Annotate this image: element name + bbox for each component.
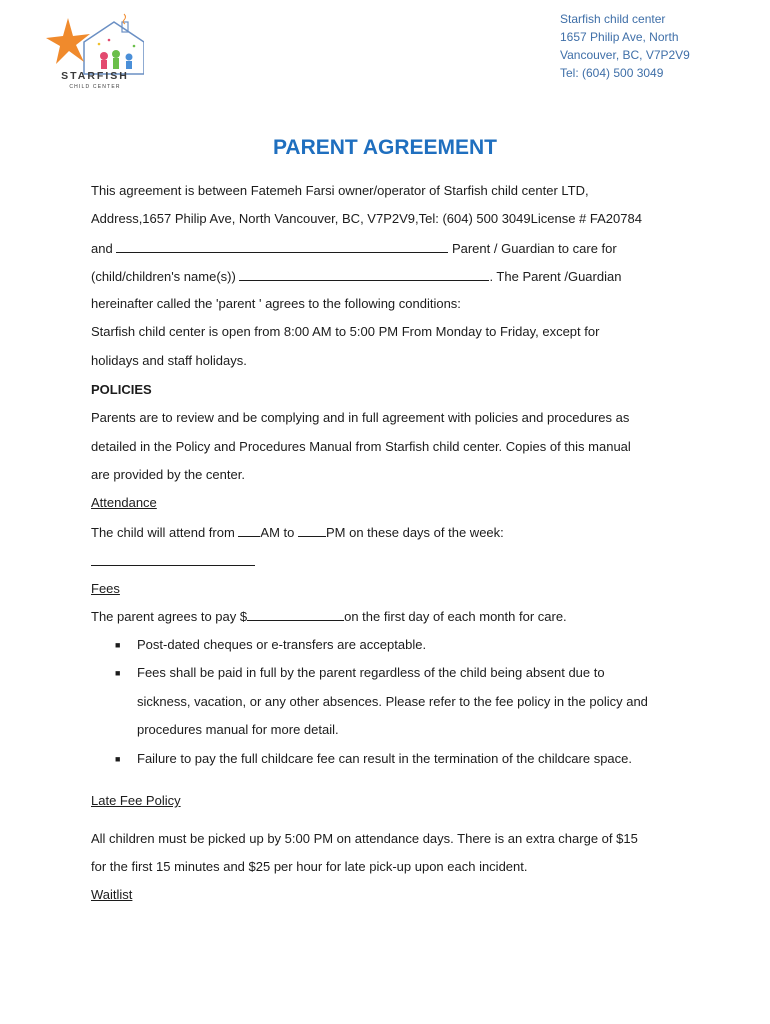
intro-line: Address,1657 Philip Ave, North Vancouver, BC, V7P2V9,Tel: (604) 500 3049License # FA20784 — [91, 211, 642, 226]
attendance-text: The child will attend from — [91, 525, 235, 540]
intro-line: This agreement is between Fatemeh Farsi owner/operator of Starfish child center LTD, — [91, 183, 589, 198]
bullet-icon: ■ — [115, 640, 121, 650]
intro-line: hereinafter called the 'parent ' agrees to the following conditions: — [91, 296, 461, 311]
intro-text: . The Parent /Guardian — [489, 269, 622, 284]
days-line — [91, 553, 255, 569]
fees-bullet-cont: sickness, vacation, or any other absences. Please refer to the fee policy in the policy and — [137, 694, 648, 709]
start-time-blank[interactable] — [238, 524, 260, 537]
attendance-line — [91, 524, 504, 540]
fees-bullet: Fees shall be paid in full by the parent regardless of the child being absent due to — [137, 665, 605, 680]
fees-bullet: Failure to pay the full childcare fee can result in the termination of the childcare space. — [137, 751, 632, 766]
end-time-blank[interactable] — [298, 524, 326, 537]
fees-heading: Fees — [91, 581, 120, 596]
bullet-icon: ■ — [115, 668, 121, 678]
policies-line: detailed in the Policy and Procedures Manual from Starfish child center. Copies of this manual — [91, 439, 631, 454]
fees-text: on the first day of each month for care. — [344, 609, 567, 624]
intro-line: holidays and staff holidays. — [91, 353, 247, 368]
fee-amount-blank[interactable] — [247, 608, 344, 621]
fees-line — [91, 608, 567, 624]
address-line: Vancouver, BC, V7P2V9 — [560, 48, 690, 62]
policies-line: Parents are to review and be complying and in full agreement with policies and procedures as — [91, 410, 630, 425]
attendance-heading: Attendance — [91, 495, 157, 510]
fees-text: The parent agrees to pay $ — [91, 609, 248, 624]
attendance-text: PM on these days of the week: — [326, 525, 504, 540]
address-line: Tel: (604) 500 3049 — [560, 66, 664, 80]
logo-wordmark: STARFISH — [61, 70, 129, 82]
intro-text: (child/children's name(s)) — [91, 269, 236, 284]
policies-heading: POLICIES — [91, 382, 152, 397]
intro-line — [91, 240, 617, 256]
address-line: 1657 Philip Ave, North — [560, 30, 679, 44]
attendance-text: AM to — [260, 525, 295, 540]
address-block — [560, 10, 690, 82]
intro-text: Parent / Guardian to care for — [451, 241, 617, 256]
child-name-blank[interactable] — [239, 268, 489, 281]
late-fee-heading: Late Fee Policy — [91, 793, 181, 808]
fees-bullet-cont: procedures manual for more detail. — [137, 722, 339, 737]
fees-bullet: Post-dated cheques or e-transfers are acceptable. — [137, 637, 427, 652]
days-blank[interactable] — [91, 553, 255, 566]
intro-text: and — [91, 241, 113, 256]
late-fee-line: All children must be picked up by 5:00 PM on attendance days. There is an extra charge of $15 — [91, 831, 638, 846]
bullet-icon: ■ — [115, 754, 121, 764]
policies-line: are provided by the center. — [91, 467, 245, 482]
parent-name-blank[interactable] — [116, 240, 448, 253]
late-fee-line: for the first 15 minutes and $25 per hour for late pick-up upon each incident. — [91, 859, 528, 874]
waitlist-heading: Waitlist — [91, 887, 133, 902]
logo-subtitle: CHILD CENTER — [69, 84, 121, 90]
address-line: Starfish child center — [560, 12, 666, 26]
intro-line — [91, 268, 621, 284]
page-title: PARENT AGREEMENT — [272, 136, 497, 159]
intro-line: Starfish child center is open from 8:00 AM to 5:00 PM From Monday to Friday, except for — [91, 324, 600, 339]
